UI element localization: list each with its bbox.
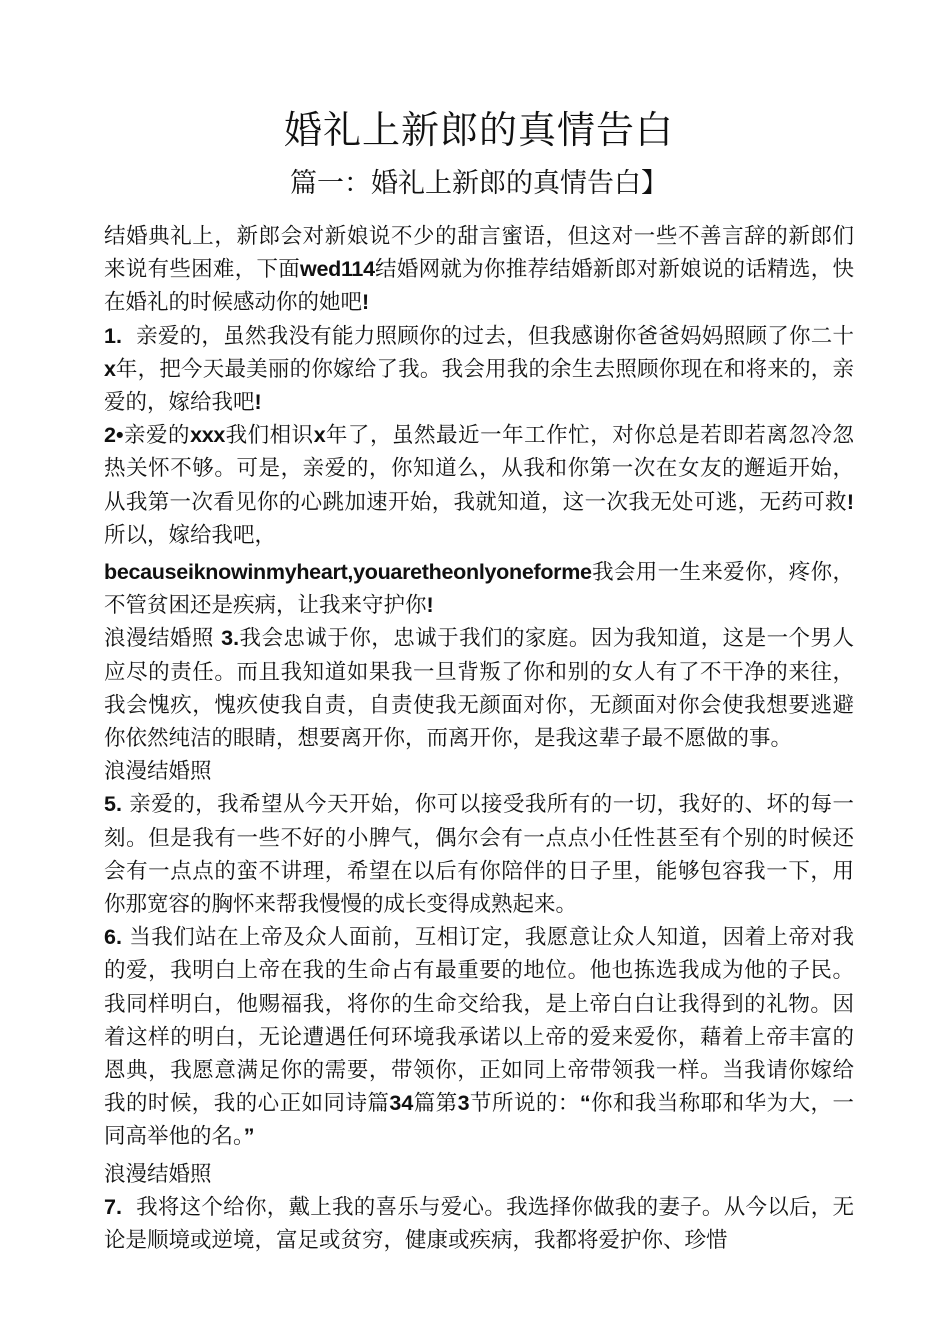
- intro-paragraph: [104, 220, 854, 320]
- item-2-english-exclaim: !: [426, 593, 434, 618]
- item-2-paragraph: [104, 419, 854, 552]
- item-2-x: x: [313, 423, 326, 448]
- item-2-english-cont: 我会用一生来爱你，疼你，不管贫困还是疾病，让我来守护你: [104, 560, 854, 619]
- item-1-text-2: 年，把今天最美丽的你嫁给了我。我会用我的余生去照顾你现在和将来的，亲爱的，嫁给我吧: [104, 356, 854, 416]
- item-5-text: 亲爱的，我希望从今天开始，你可以接受我所有的一切，我好的、坏的每一刻。但是我有一些不好的小脾气，偶尔会有一点点小任性甚至有个别的时候还会有一点点的蛮不讲理，希望在以后有你陪伴的日子里，能够包容我一下，用你那宽容的胸怀来帮我慢慢的成长变得成熟起来。: [104, 792, 854, 918]
- separator-label-2: 浪漫结婚照: [104, 1161, 212, 1187]
- item-6-verse-number: 3: [457, 1091, 470, 1116]
- separator-label-1: 浪漫结婚照: [104, 759, 212, 785]
- item-6-open-quote: “: [579, 1091, 591, 1116]
- intro-text: 结婚典礼上，新郎会对新娘说不少的甜言蜜语，但这对一些不善言辞的新郎们来说有些困难，下面: [104, 224, 854, 283]
- item-7-number: 7.: [104, 1194, 122, 1219]
- intro-text-2: 结婚网就为你推荐结婚新郎对新娘说的话精选，快在婚礼的时候感动你的她吧: [104, 257, 854, 316]
- item-1-exclaim: !: [254, 390, 262, 415]
- intro-site-name: wed114: [300, 257, 375, 282]
- item-2-text-3: 年了，虽然最近一年工作忙，对你总是若即若离忽冷忽热关怀不够。可是，亲爱的，你知道么，从我和你第一次在女友的邂逅开始，从我第一次看见你的心跳加速开始，我就知道，这一次我无处可逃，无药可救: [104, 423, 854, 515]
- item-2-name: xxx: [190, 423, 226, 448]
- item-6-text: 当我们站在上帝及众人面前，互相订定，我愿意让众人知道，因着上帝对我的爱，我明白上帝在我的生命占有最重要的地位。他也拣选我成为他的子民。我同样明白，他赐福我，将你的生命交给我，是上帝白白让我得到的礼物。因着这样的明白，无论遭遇任何环境我承诺以上帝的爱来爱你，藉着上帝丰富的恩典，我愿意满足你的需要，带领你，正如同上帝带领我一样。当我请你嫁给我的时候，我的心正如同诗篇: [104, 925, 854, 1117]
- item-6-close-quote: ”: [243, 1124, 255, 1149]
- item-3-text: 我会忠诚于你，忠诚于我们的家庭。因为我知道，这是一个男人应尽的责任。而且我知道如果我一旦背叛了你和别的女人有了不干净的来往，我会愧疚，愧疚使我自责，自责使我无颜面对你，无颜面对你会使我想要逃避你依然纯洁的眼睛，想要离开你，而离开你，是我这辈子最不愿做的事。: [104, 626, 854, 752]
- item-1-paragraph: [104, 320, 854, 420]
- item-7-text: 我将这个给你，戴上我的喜乐与爱心。我选择你做我的妻子。从今以后，无论是顺境或逆境，富足或贫穷，健康或疾病，我都将爱护你、珍惜: [104, 1194, 854, 1254]
- item-1-text: 亲爱的，虽然我没有能力照顾你的过去，但我感谢你爸爸妈妈照顾了你二十: [136, 323, 854, 349]
- item-6-text-3: 节所说的：: [469, 1091, 580, 1117]
- item-5-number: 5.: [104, 792, 122, 817]
- item-2-english-text: becauseiknowinmyheart,youaretheonlyoneforme: [104, 560, 592, 585]
- item-6-psalm-number: 34: [389, 1091, 414, 1116]
- item-2-english-paragraph: [104, 556, 854, 622]
- item-3-prefix: 浪漫结婚照: [104, 626, 214, 652]
- item-1-x: x: [104, 356, 116, 381]
- document-title: 婚礼上新郎的真情告白: [283, 108, 674, 152]
- item-3-paragraph: [104, 622, 854, 755]
- item-2-number: 2•: [104, 423, 124, 448]
- item-6-quote: 你和我当称耶和华为大，一同高举他的名。: [104, 1091, 854, 1150]
- item-2-text-4: 所以，嫁给我吧，: [104, 522, 277, 548]
- document-subtitle: 篇一：婚礼上新郎的真情告白】: [290, 168, 668, 199]
- item-2-exclaim: !: [846, 489, 854, 514]
- item-7-paragraph: [104, 1191, 854, 1257]
- item-3-number: 3.: [221, 626, 240, 651]
- item-1-number: 1.: [104, 323, 122, 348]
- item-6-text-2: 篇第: [413, 1091, 458, 1117]
- intro-exclaim: !: [362, 290, 370, 315]
- item-5-paragraph: [104, 788, 854, 921]
- item-6-paragraph: [104, 921, 854, 1153]
- item-6-number: 6.: [104, 925, 122, 950]
- item-2-text-2: 我们相识: [225, 423, 314, 449]
- item-2-text: 亲爱的: [123, 423, 191, 449]
